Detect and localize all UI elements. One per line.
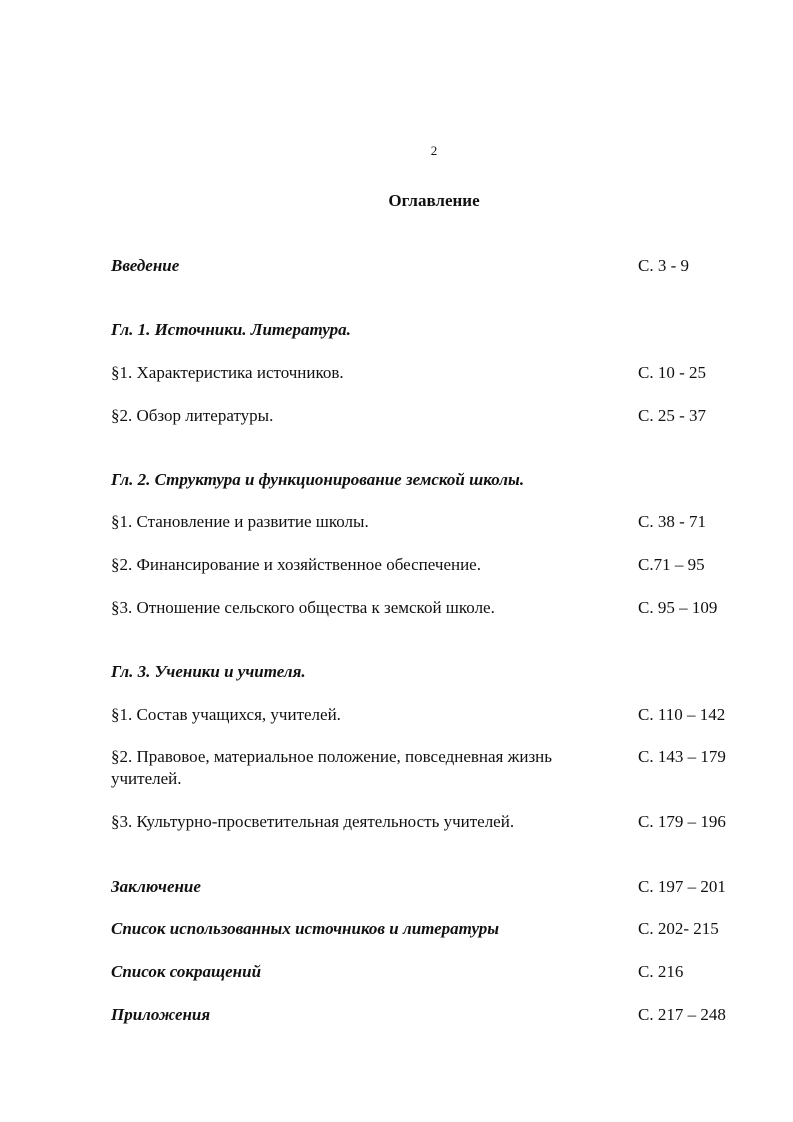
toc-entry-pages: С. 25 - 37 [638,406,706,425]
toc-entry-label: §2. Финансирование и хозяйственное обеспечение. [111,555,481,574]
toc-entry-pages: С. 110 – 142 [638,705,726,724]
toc-entry-label: §3. Культурно-просветительная деятельность учителей. [111,812,515,831]
toc-entry-pages: С. 197 – 201 [638,877,726,896]
page-number: 2 [430,143,438,158]
toc-entry-pages: С.71 – 95 [638,555,705,574]
toc-entry-pages: С. 216 [638,962,684,981]
toc-entry-pages: С. 95 – 109 [638,598,718,617]
toc-entry-pages: С. 3 - 9 [638,256,689,275]
toc-title: Оглавление [388,191,480,210]
toc-entry-label: Заключение [111,877,201,896]
toc-entry-label: §1. Становление и развитие школы. [111,512,369,531]
toc-entry-label: Приложения [111,1005,211,1024]
toc-entry-pages: С. 202- 215 [638,919,719,938]
toc-entry-pages: С. 38 - 71 [638,512,706,531]
toc-entry-pages: С. 217 – 248 [638,1005,726,1024]
toc-entry-pages: С. 179 – 196 [638,812,726,831]
toc-entry-label: §1. Состав учащихся, учителей. [111,705,341,724]
toc-chapter-label: Гл. 3. Ученики и учителя. [111,662,306,681]
toc-entry-label: Введение [111,256,180,275]
toc-entry-label: §1. Характеристика источников. [111,363,344,382]
toc-entry-label: Список использованных источников и литературы [111,919,500,938]
toc-entry-pages: С. 10 - 25 [638,363,706,382]
toc-chapter-label: Гл. 1. Источники. Литература. [111,320,351,339]
toc-chapter-label: Гл. 2. Структура и функционирование земской школы. [111,470,525,489]
toc-entry-pages: С. 143 – 179 [638,747,726,766]
toc-entry-label: §3. Отношение сельского общества к земской школе. [111,598,495,617]
toc-entry-label: §2. Правовое, материальное положение, повседневная жизнь учителей. [111,747,553,788]
toc-entry-label: Список сокращений [111,962,262,981]
toc-entry-label: §2. Обзор литературы. [111,406,274,425]
